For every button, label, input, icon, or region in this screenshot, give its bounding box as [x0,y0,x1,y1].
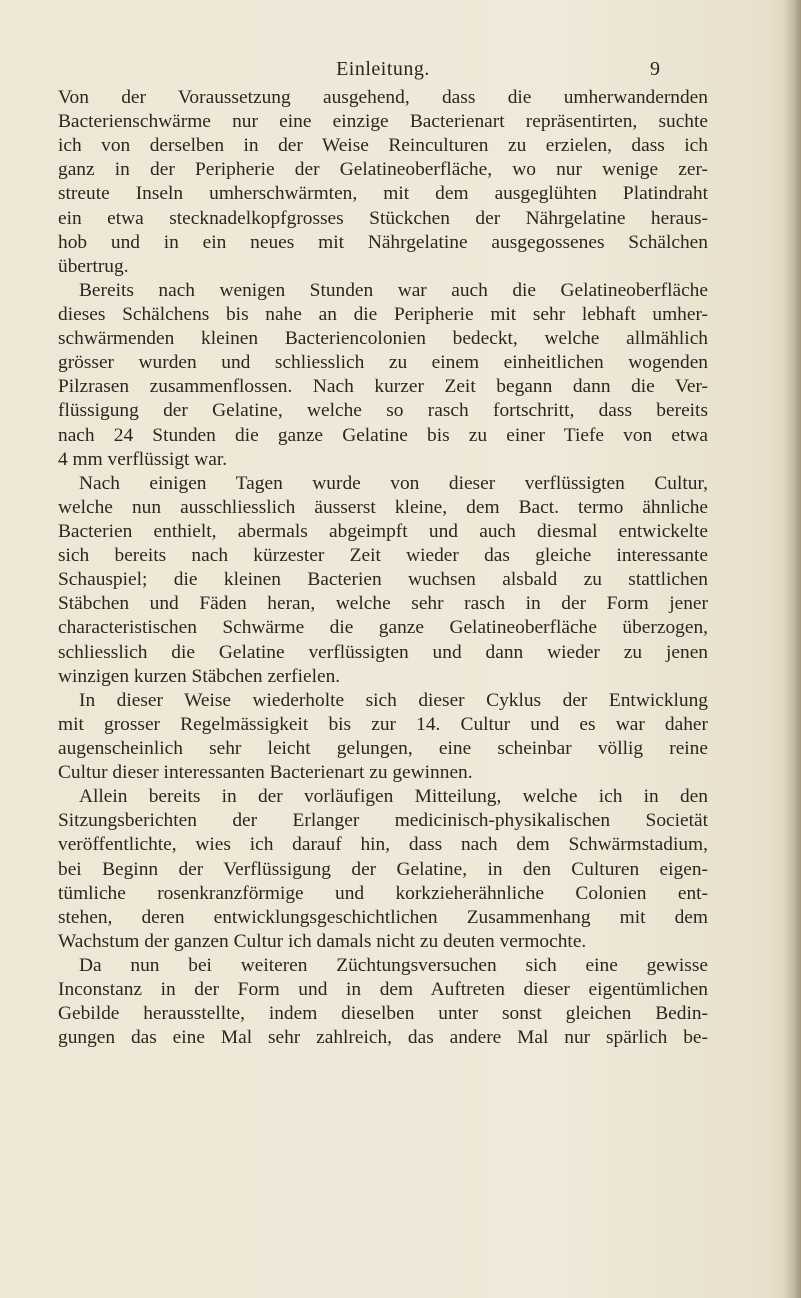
text-line: Gebilde herausstellte, indem dieselben unter sonst gleichen Bedin- [58,1003,708,1025]
text-line: augenscheinlich sehr leicht gelungen, eine scheinbar völlig reine [58,737,708,759]
body-text [58,86,708,1050]
text-line: Cultur dieser interessanten Bacterienart zu gewinnen. [58,762,473,784]
text-line: 4 mm verflüssigt war. [58,448,228,470]
text-line: In dieser Weise wiederholte sich dieser Cyklus der Entwicklung [79,689,708,711]
text-line: Sitzungsberichten der Erlanger medicinisch-physikalischen Societät [58,810,708,832]
page-number: 9 [650,58,660,80]
text-line: Da nun bei weiteren Züchtungsversuchen sich eine gewisse [79,954,708,976]
text-line: Bereits nach wenigen Stunden war auch die Gelatineoberfläche [79,279,708,301]
text-line: Wachstum der ganzen Cultur ich damals nicht zu deuten vermochte. [58,930,587,952]
text-line: schwärmenden kleinen Bacteriencolonien bedeckt, welche allmählich [58,328,708,350]
text-line: tümliche rosenkranzförmige und korkzieherähnliche Colonien ent- [58,882,708,904]
text-line: mit grosser Regelmässigkeit bis zur 14. Cultur und es war daher [58,713,708,735]
text-line: Bacterien enthielt, abermals abgeimpft und auch diesmal entwickelte [58,520,708,542]
text-line: winzigen kurzen Stäbchen zerfielen. [58,665,341,687]
text-line: Bacterienschwärme nur eine einzige Bacterienart repräsentirten, suchte [58,111,708,133]
text-line: streute Inseln umherschwärmten, mit dem ausgeglühten Platindraht [58,183,708,205]
text-line: ich von derselben in der Weise Reinculturen zu erzielen, dass ich [58,135,708,157]
running-title: Einleitung. [336,58,430,80]
text-line: Nach einigen Tagen wurde von dieser verflüssigten Cultur, [79,472,708,494]
text-line: Von der Voraussetzung ausgehend, dass die umherwandernden [58,87,708,108]
text-line: Stäbchen und Fäden heran, welche sehr rasch in der Form jener [58,593,708,615]
text-line: ein etwa stecknadelkopfgrosses Stückchen der Nährgelatine heraus- [58,207,708,229]
text-line: bei Beginn der Verflüssigung der Gelatine, in den Culturen eigen- [58,858,708,880]
text-line: welche nun ausschliesslich äusserst kleine, dem Bact. termo ähnliche [58,496,708,518]
text-line: veröffentlichte, wies ich darauf hin, dass nach dem Schwärmstadium, [58,834,708,856]
text-line: Schauspiel; die kleinen Bacterien wuchsen alsbald zu stattlichen [58,569,708,591]
text-line: Inconstanz in der Form und in dem Auftreten dieser eigentümlichen [58,979,708,1001]
text-line: grösser wurden und schliesslich zu einem einheitlichen wogenden [58,352,708,374]
text-line: characteristischen Schwärme die ganze Gelatineoberfläche überzogen, [58,617,708,639]
text-line: Allein bereits in der vorläufigen Mitteilung, welche ich in den [79,786,708,808]
text-line: Pilzrasen zusammenflossen. Nach kurzer Zeit begann dann die Ver- [58,376,708,398]
text-line: schliesslich die Gelatine verflüssigten und dann wieder zu jenen [58,641,708,663]
text-line: nach 24 Stunden die ganze Gelatine bis zu einer Tiefe von etwa [58,424,708,446]
text-line: sich bereits nach kürzester Zeit wieder das gleiche interessante [58,545,708,567]
text-line: übertrug. [58,255,129,277]
running-header [0,58,801,88]
text-line: gungen das eine Mal sehr zahlreich, das andere Mal nur spärlich be- [58,1027,708,1049]
text-line: dieses Schälchens bis nahe an die Peripherie mit sehr lebhaft umher- [58,303,708,325]
page-edge-shadow [783,0,801,1298]
text-line: ganz in der Peripherie der Gelatineoberfläche, wo nur wenige zer- [58,159,708,181]
text-line: stehen, deren entwicklungsgeschichtlichen Zusammenhang mit dem [58,906,708,928]
text-line: flüssigung der Gelatine, welche so rasch fortschritt, dass bereits [58,400,708,422]
text-line: hob und in ein neues mit Nährgelatine ausgegossenes Schälchen [58,231,708,253]
